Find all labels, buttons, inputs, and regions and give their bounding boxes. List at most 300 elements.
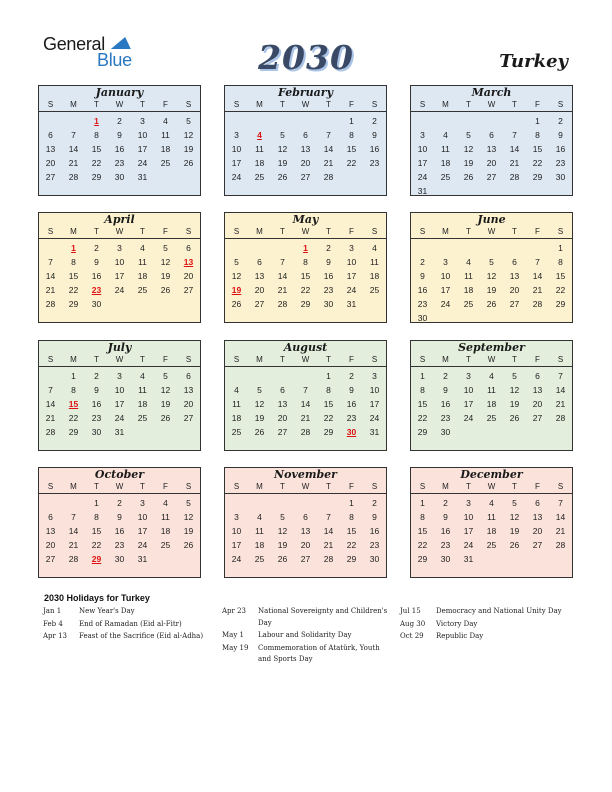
day: 15: [323, 399, 334, 409]
day: 1: [535, 116, 540, 126]
day: 31: [463, 554, 474, 564]
day: 30: [114, 172, 125, 182]
weekday-label: F: [535, 482, 540, 491]
day: 17: [114, 271, 125, 281]
holiday-date: Oct 29: [400, 632, 424, 640]
holiday-name: Democracy and National Unity Day: [436, 607, 562, 615]
day: 2: [326, 243, 331, 253]
day: 12: [277, 526, 288, 536]
holiday-name: New Year's Day: [79, 607, 135, 615]
holiday-date: May 19: [222, 643, 249, 652]
day: 28: [509, 172, 520, 182]
day: 23: [346, 413, 357, 423]
empty-day: [39, 496, 62, 510]
weekday-label: F: [535, 355, 540, 364]
weekday-label: M: [442, 482, 449, 491]
holiday-row: [400, 631, 575, 643]
day: 18: [231, 413, 242, 423]
day-grid: [225, 239, 386, 311]
day: 22: [532, 158, 543, 168]
weekday-label: W: [301, 100, 310, 109]
day: 5: [234, 257, 239, 267]
weekday-label: T: [140, 482, 145, 491]
weekday-label: M: [70, 355, 77, 364]
day: 17: [440, 285, 451, 295]
weekday-label: T: [466, 227, 471, 236]
holiday-date: Feb 4: [43, 619, 63, 628]
weekday-label: T: [280, 355, 285, 364]
day: 6: [535, 371, 540, 381]
day: 21: [300, 413, 311, 423]
weekday-label: F: [349, 482, 354, 491]
weekday-header: [411, 354, 572, 367]
day: 29: [417, 554, 428, 564]
day: 8: [349, 130, 354, 140]
month-name: October: [94, 468, 145, 481]
weekday-header: [39, 481, 200, 494]
day: 3: [117, 371, 122, 381]
day: 23: [323, 285, 334, 295]
weekday-label: W: [487, 227, 496, 236]
day: 15: [555, 271, 566, 281]
day: 1: [558, 243, 563, 253]
day-grid: [225, 112, 386, 184]
day: 20: [254, 285, 265, 295]
day: 4: [140, 243, 145, 253]
day: 25: [486, 413, 497, 423]
day: 4: [257, 512, 262, 522]
day: 30: [417, 313, 428, 323]
empty-day: [248, 241, 271, 255]
holiday-day: 1: [94, 116, 99, 126]
empty-day: [248, 114, 271, 128]
day: 2: [94, 243, 99, 253]
day: 9: [443, 512, 448, 522]
day: 9: [372, 130, 377, 140]
day: 11: [161, 130, 170, 140]
day: 12: [183, 512, 194, 522]
day: 31: [346, 299, 357, 309]
weekday-label: S: [557, 227, 564, 236]
day: 19: [463, 158, 474, 168]
weekday-label: F: [163, 100, 168, 109]
month-name: May: [292, 213, 319, 226]
day: 24: [231, 172, 242, 182]
day: 14: [68, 144, 79, 154]
holidays-column: [43, 606, 213, 644]
day: 20: [183, 399, 194, 409]
weekday-header: [225, 354, 386, 367]
day: 8: [420, 385, 425, 395]
weekday-label: F: [163, 355, 168, 364]
day: 27: [254, 299, 265, 309]
day: 2: [443, 371, 448, 381]
day: 27: [532, 413, 543, 423]
weekday-label: S: [371, 227, 378, 236]
day: 27: [183, 285, 194, 295]
day: 18: [254, 158, 265, 168]
day: 5: [257, 385, 262, 395]
day: 9: [372, 512, 377, 522]
day: 15: [68, 271, 79, 281]
day: 9: [117, 512, 122, 522]
empty-day: [480, 114, 503, 128]
day: 20: [532, 399, 543, 409]
day: 16: [555, 144, 566, 154]
day: 10: [440, 271, 451, 281]
day: 20: [45, 540, 56, 550]
day: 13: [532, 512, 543, 522]
day: 17: [463, 399, 474, 409]
month-june: [410, 212, 573, 323]
empty-day: [271, 369, 294, 383]
day: 1: [349, 116, 354, 126]
day: 9: [326, 257, 331, 267]
weekday-header: [39, 226, 200, 239]
day: 31: [114, 427, 125, 437]
weekday-label: S: [557, 100, 564, 109]
weekday-label: W: [301, 355, 310, 364]
day: 21: [45, 413, 56, 423]
month-name: March: [471, 86, 512, 99]
day: 18: [486, 399, 497, 409]
weekday-label: T: [326, 482, 331, 491]
day: 24: [231, 554, 242, 564]
weekday-header: [411, 481, 572, 494]
day: 4: [489, 371, 494, 381]
day: 5: [512, 498, 517, 508]
day: 4: [163, 116, 168, 126]
day: 18: [463, 285, 474, 295]
day: 22: [346, 540, 357, 550]
day: 23: [369, 158, 380, 168]
weekday-label: T: [512, 355, 517, 364]
day: 12: [160, 257, 171, 267]
day: 9: [117, 130, 122, 140]
day: 25: [160, 158, 171, 168]
day: 19: [160, 399, 171, 409]
day: 22: [68, 285, 79, 295]
day: 10: [369, 385, 380, 395]
day: 11: [441, 144, 450, 154]
weekday-label: T: [466, 482, 471, 491]
weekday-label: F: [349, 355, 354, 364]
day: 6: [48, 512, 53, 522]
weekday-label: S: [371, 100, 378, 109]
day: 5: [163, 243, 168, 253]
holiday-day: 29: [91, 554, 102, 564]
day: 9: [443, 385, 448, 395]
day: 19: [183, 526, 194, 536]
day: 30: [323, 299, 334, 309]
day: 23: [114, 158, 125, 168]
day: 25: [486, 540, 497, 550]
day: 22: [68, 413, 79, 423]
weekday-label: T: [94, 227, 99, 236]
day: 16: [440, 526, 451, 536]
day: 3: [140, 498, 145, 508]
day: 10: [231, 526, 242, 536]
day: 1: [94, 498, 99, 508]
day: 26: [160, 413, 171, 423]
day: 29: [91, 172, 102, 182]
weekday-label: S: [233, 227, 240, 236]
day: 26: [463, 172, 474, 182]
day: 11: [255, 144, 264, 154]
day-grid: [411, 239, 572, 325]
day: 14: [300, 399, 311, 409]
weekday-label: W: [301, 482, 310, 491]
holiday-row: [222, 606, 392, 629]
day: 22: [323, 413, 334, 423]
month-march: [410, 85, 573, 196]
day: 3: [466, 371, 471, 381]
day: 2: [117, 498, 122, 508]
weekday-label: S: [185, 227, 192, 236]
day: 26: [160, 285, 171, 295]
weekday-header: [225, 226, 386, 239]
day: 7: [512, 130, 517, 140]
day: 5: [466, 130, 471, 140]
day: 3: [117, 243, 122, 253]
day: 1: [71, 371, 76, 381]
weekday-label: S: [47, 100, 54, 109]
empty-day: [434, 114, 457, 128]
holiday-name: National Sovereignty and Children's Day: [258, 607, 388, 627]
day: 11: [138, 385, 147, 395]
day: 15: [346, 144, 357, 154]
day: 8: [94, 130, 99, 140]
day: 27: [486, 172, 497, 182]
day: 17: [114, 399, 125, 409]
holiday-date: Apr 23: [222, 607, 247, 615]
day: 2: [372, 116, 377, 126]
day: 15: [91, 526, 102, 536]
day: 27: [509, 299, 520, 309]
day: 18: [369, 271, 380, 281]
logo-blue-text: Blue: [97, 50, 132, 70]
day: 12: [509, 512, 520, 522]
weekday-label: S: [185, 100, 192, 109]
day: 22: [346, 158, 357, 168]
day: 26: [277, 172, 288, 182]
day: 8: [71, 385, 76, 395]
day: 15: [417, 526, 428, 536]
day: 24: [463, 540, 474, 550]
day: 13: [45, 526, 56, 536]
weekday-label: W: [115, 355, 124, 364]
day: 16: [440, 399, 451, 409]
day: 21: [555, 399, 566, 409]
weekday-label: S: [47, 227, 54, 236]
day: 8: [349, 512, 354, 522]
holiday-day: 1: [303, 243, 308, 253]
month-october: [38, 467, 201, 578]
day: 11: [232, 399, 241, 409]
day: 2: [443, 498, 448, 508]
empty-day: [294, 114, 317, 128]
day: 28: [323, 554, 334, 564]
weekday-label: S: [233, 482, 240, 491]
holiday-name: Feast of the Sacrifice (Eid al-Adha): [79, 632, 204, 640]
weekday-label: S: [419, 100, 426, 109]
day: 12: [183, 130, 194, 140]
holidays-column: [222, 606, 392, 667]
day: 5: [163, 371, 168, 381]
day: 8: [303, 257, 308, 267]
day: 7: [326, 130, 331, 140]
weekday-label: W: [115, 227, 124, 236]
day: 27: [300, 554, 311, 564]
weekday-label: S: [233, 100, 240, 109]
holiday-date: Jan 1: [43, 607, 62, 615]
empty-day: [271, 241, 294, 255]
weekday-label: F: [163, 227, 168, 236]
holiday-name: Republic Day: [436, 632, 484, 640]
day: 14: [509, 144, 520, 154]
month-may: [224, 212, 387, 323]
weekday-label: S: [419, 355, 426, 364]
weekday-label: W: [115, 482, 124, 491]
day: 7: [558, 498, 563, 508]
day: 29: [346, 554, 357, 564]
empty-day: [248, 496, 271, 510]
weekday-label: T: [140, 355, 145, 364]
empty-day: [62, 114, 85, 128]
day: 20: [300, 158, 311, 168]
day: 11: [487, 385, 496, 395]
weekday-label: W: [487, 100, 496, 109]
day: 1: [349, 498, 354, 508]
weekday-label: T: [512, 227, 517, 236]
day: 21: [555, 526, 566, 536]
day: 5: [186, 116, 191, 126]
day: 16: [114, 144, 125, 154]
day: 17: [346, 271, 357, 281]
empty-day: [411, 114, 434, 128]
empty-day: [480, 241, 503, 255]
weekday-label: T: [94, 482, 99, 491]
day: 30: [440, 427, 451, 437]
day: 30: [440, 554, 451, 564]
holiday-day: 13: [183, 257, 194, 267]
day: 12: [509, 385, 520, 395]
month-name: August: [283, 341, 328, 354]
day: 6: [48, 130, 53, 140]
day: 19: [509, 399, 520, 409]
day: 28: [532, 299, 543, 309]
weekday-label: S: [419, 227, 426, 236]
month-name: February: [277, 86, 333, 99]
day: 23: [440, 413, 451, 423]
day: 26: [277, 554, 288, 564]
weekday-label: T: [512, 482, 517, 491]
month-name: July: [107, 341, 132, 354]
day-grid: [39, 367, 200, 439]
day: 13: [300, 526, 311, 536]
day: 12: [277, 144, 288, 154]
empty-day: [62, 496, 85, 510]
empty-day: [294, 369, 317, 383]
holiday-row: [43, 631, 213, 643]
day: 28: [68, 172, 79, 182]
weekday-label: T: [280, 227, 285, 236]
day: 7: [280, 257, 285, 267]
weekday-header: [39, 354, 200, 367]
day: 24: [463, 413, 474, 423]
day: 6: [280, 385, 285, 395]
day: 28: [45, 427, 56, 437]
day: 26: [509, 540, 520, 550]
holidays-title: 2030 Holidays for Turkey: [44, 593, 150, 603]
weekday-label: M: [70, 482, 77, 491]
day: 5: [280, 130, 285, 140]
day: 2: [117, 116, 122, 126]
day: 7: [558, 371, 563, 381]
day: 31: [137, 554, 148, 564]
day: 13: [486, 144, 497, 154]
day: 4: [163, 498, 168, 508]
day: 16: [346, 399, 357, 409]
day: 14: [555, 512, 566, 522]
empty-day: [526, 241, 549, 255]
weekday-header: [411, 226, 572, 239]
day: 10: [137, 130, 148, 140]
empty-day: [248, 369, 271, 383]
day: 8: [420, 512, 425, 522]
day: 20: [183, 271, 194, 281]
day: 27: [45, 172, 56, 182]
day: 2: [94, 371, 99, 381]
day: 25: [137, 285, 148, 295]
holiday-day: 15: [68, 399, 79, 409]
day: 26: [183, 540, 194, 550]
empty-day: [225, 114, 248, 128]
day: 29: [300, 299, 311, 309]
day: 14: [323, 144, 334, 154]
weekday-label: S: [185, 482, 192, 491]
day: 15: [532, 144, 543, 154]
day: 28: [555, 413, 566, 423]
day: 7: [303, 385, 308, 395]
day: 28: [277, 299, 288, 309]
day: 31: [369, 427, 380, 437]
day: 16: [417, 285, 428, 295]
day: 25: [160, 540, 171, 550]
day: 21: [68, 540, 79, 550]
day: 3: [466, 498, 471, 508]
empty-day: [39, 369, 62, 383]
month-name: January: [95, 86, 144, 99]
day: 14: [68, 526, 79, 536]
weekday-header: [411, 99, 572, 112]
day: 15: [91, 144, 102, 154]
weekday-label: M: [256, 100, 263, 109]
day: 16: [369, 526, 380, 536]
day: 18: [137, 271, 148, 281]
day: 30: [114, 554, 125, 564]
day: 7: [48, 257, 53, 267]
empty-day: [294, 496, 317, 510]
weekday-header: [225, 99, 386, 112]
weekday-header: [225, 481, 386, 494]
weekday-label: T: [512, 100, 517, 109]
day: 23: [555, 158, 566, 168]
empty-day: [39, 114, 62, 128]
day: 10: [114, 257, 125, 267]
day: 30: [91, 299, 102, 309]
day: 28: [323, 172, 334, 182]
